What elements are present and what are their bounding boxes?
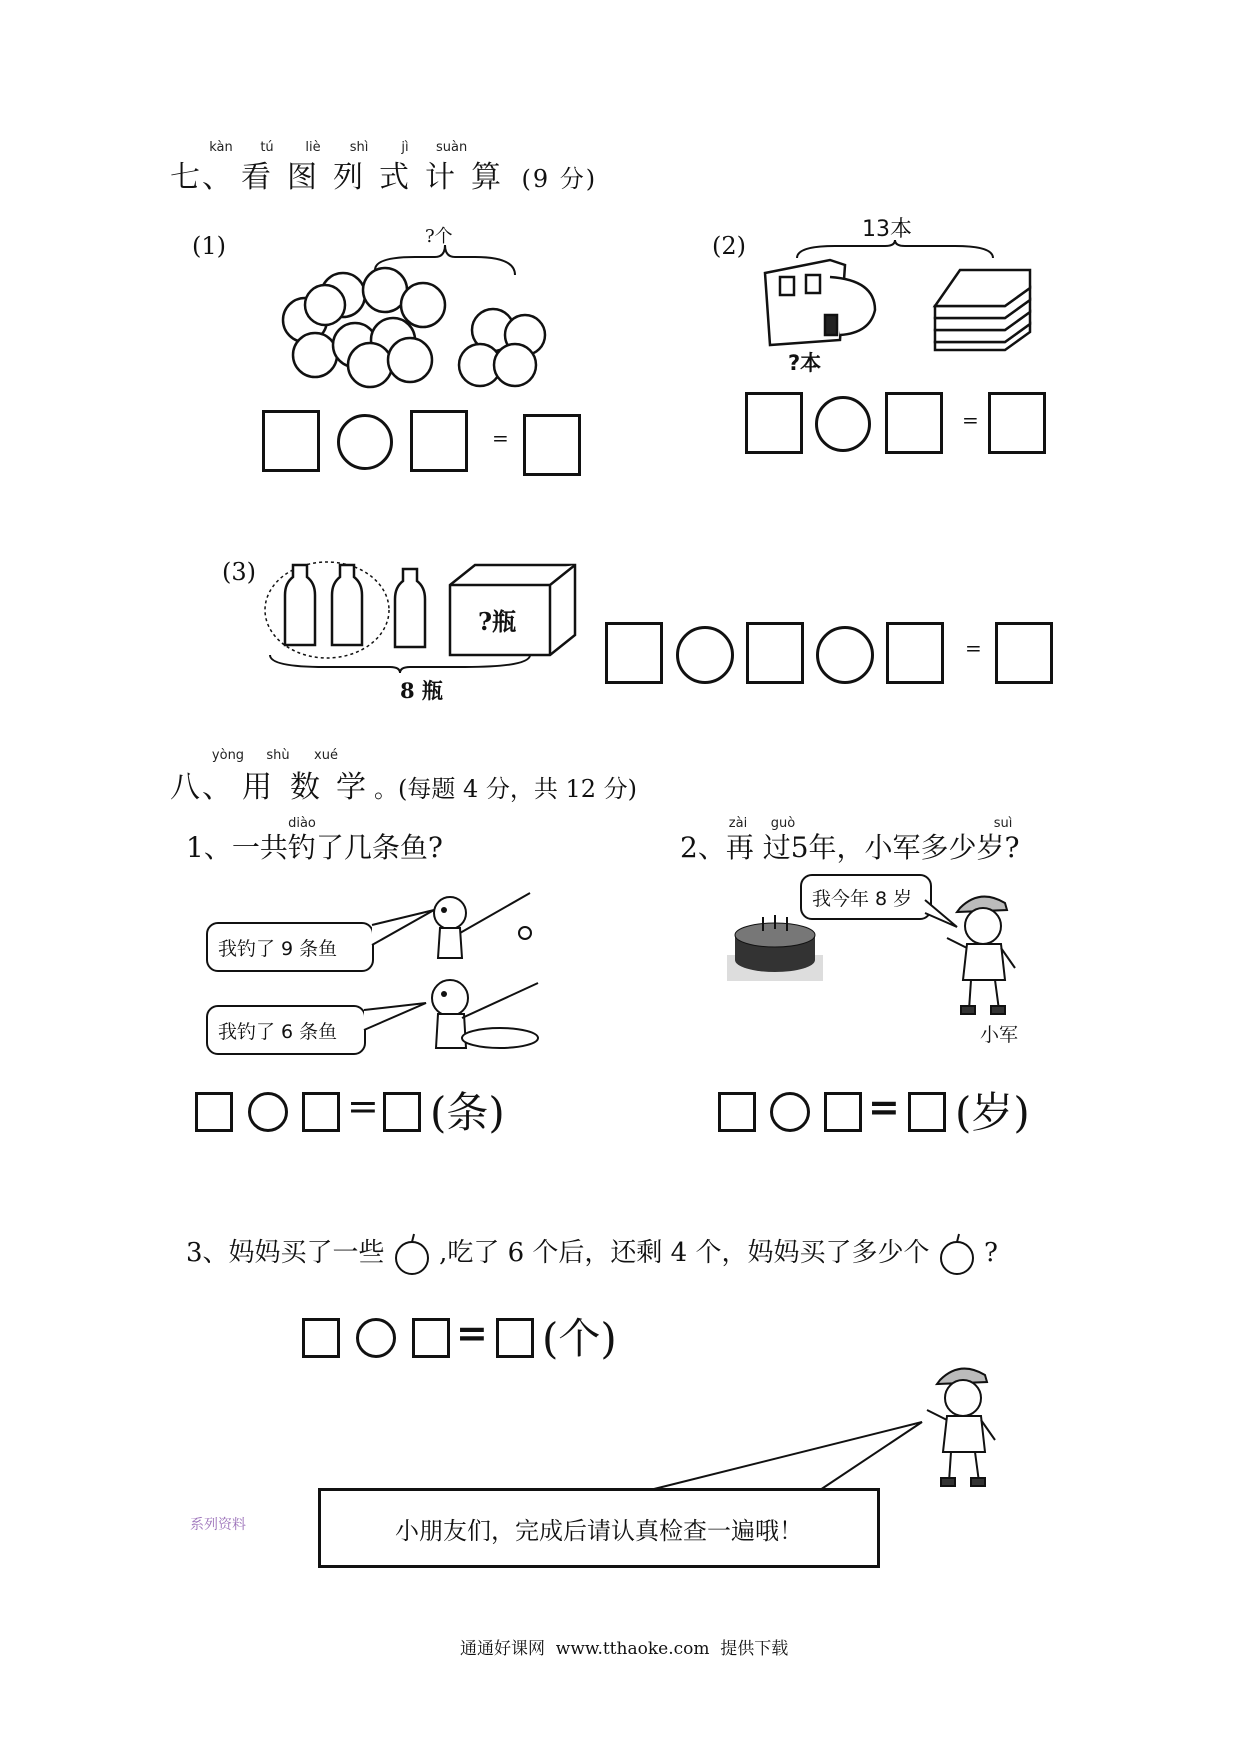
answer-box[interactable]	[496, 1318, 534, 1358]
equals-sign: =	[868, 1084, 900, 1129]
cake-icon	[725, 905, 825, 985]
pinyin-yong: yòng	[211, 748, 245, 763]
q2-text-b: 过5年，小军多少岁?	[762, 831, 1020, 864]
operator-circle[interactable]	[816, 626, 874, 684]
q1-unit: (条)	[430, 1088, 505, 1137]
box-label: ?瓶	[478, 607, 517, 636]
answer-box[interactable]	[718, 1092, 756, 1132]
answer-box[interactable]	[383, 1092, 421, 1132]
bubble-tail	[650, 1418, 930, 1498]
book-stack-icon	[930, 262, 1035, 354]
pinyin-shi: shì	[349, 140, 369, 155]
pinyin-lie: liè	[305, 140, 321, 155]
bottle-group	[265, 555, 585, 675]
apple-icon	[938, 1232, 976, 1276]
cat-fishing-icon	[420, 888, 550, 1058]
answer-box[interactable]	[745, 392, 803, 454]
side-label: 系列资料	[190, 1517, 246, 1533]
answer-box[interactable]	[746, 622, 804, 684]
answer-box[interactable]	[262, 410, 320, 472]
apple-icon	[393, 1232, 431, 1276]
pinyin-shu: shù	[266, 748, 290, 763]
pinyin-guo: guò	[770, 816, 796, 831]
pinyin-xue: xué	[314, 748, 338, 763]
answer-box[interactable]	[885, 392, 943, 454]
answer-box[interactable]	[995, 622, 1053, 684]
operator-circle[interactable]	[676, 626, 734, 684]
answer-box[interactable]	[523, 414, 581, 476]
answer-box[interactable]	[302, 1092, 340, 1132]
operator-circle[interactable]	[248, 1092, 288, 1132]
q2-unit: (岁)	[955, 1088, 1030, 1137]
section8-prefix: 八、	[170, 770, 234, 805]
pinyin-kan: kàn	[209, 140, 233, 155]
answer-box[interactable]	[988, 392, 1046, 454]
operator-circle[interactable]	[337, 414, 393, 470]
speech-bubble: 我钓了 9 条鱼	[206, 922, 374, 972]
problem2-label: (2)	[712, 232, 746, 260]
equals-sign: =	[962, 408, 979, 432]
pinyin-tu: tú	[260, 140, 274, 155]
q3-text-a: 3、妈妈买了一些	[186, 1238, 385, 1268]
section8-score: 。(每题 4 分，共 12 分)	[374, 775, 638, 803]
operator-circle[interactable]	[770, 1092, 810, 1132]
footer: 通通好课网 www.tthaoke.com 提供下载	[460, 1639, 789, 1659]
pinyin-sui: suì	[993, 816, 1013, 831]
boy-name: 小军	[980, 1024, 1019, 1046]
boy-icon	[945, 888, 1020, 1018]
q3-text-b: ,吃了 6 个后，还剩 4 个，妈妈买了多少个	[439, 1238, 930, 1268]
closing-note: 小朋友们，完成后请认真检查一遍哦！	[318, 1488, 880, 1568]
problem3-label: (3)	[222, 558, 256, 586]
section7-prefix: 七、	[170, 160, 234, 195]
operator-circle[interactable]	[356, 1318, 396, 1358]
section7-score: (9 分)	[521, 165, 598, 193]
answer-box[interactable]	[824, 1092, 862, 1132]
answer-box[interactable]	[410, 410, 468, 472]
problem2-top-note: 13本	[862, 217, 912, 242]
answer-box[interactable]	[412, 1318, 450, 1358]
q3-text-c: ?	[984, 1238, 998, 1268]
operator-circle[interactable]	[815, 396, 871, 452]
apple-icon	[275, 235, 555, 395]
speech-bubble: 我今年 8 岁	[800, 874, 932, 920]
equals-sign: =	[347, 1084, 379, 1128]
q1-text: 1、一共钓了几条鱼?	[186, 831, 443, 864]
problem1-label: (1)	[192, 232, 226, 260]
problem2-bottom-note: ?本	[788, 351, 822, 375]
pinyin-suan: suàn	[436, 140, 468, 155]
boy-icon	[925, 1360, 1000, 1490]
answer-box[interactable]	[195, 1092, 233, 1132]
answer-box[interactable]	[908, 1092, 946, 1132]
q2-text-a: 2、再	[680, 831, 754, 864]
pinyin-diao: diào	[288, 816, 316, 831]
equals-sign: =	[492, 426, 509, 450]
pinyin-ji: jì	[401, 140, 409, 155]
answer-box[interactable]	[302, 1318, 340, 1358]
problem1-note: ?个	[425, 226, 453, 247]
equals-sign: =	[965, 636, 982, 660]
pinyin-zai: zài	[728, 816, 748, 831]
q3-unit: (个)	[542, 1314, 617, 1363]
answer-box[interactable]	[886, 622, 944, 684]
equals-sign: =	[456, 1310, 488, 1355]
speech-bubble: 我钓了 6 条鱼	[206, 1005, 366, 1055]
answer-box[interactable]	[605, 622, 663, 684]
bottle-icon	[285, 565, 425, 647]
problem3-bottom-note: 8 瓶	[400, 678, 443, 703]
schoolbag-icon	[760, 255, 885, 350]
